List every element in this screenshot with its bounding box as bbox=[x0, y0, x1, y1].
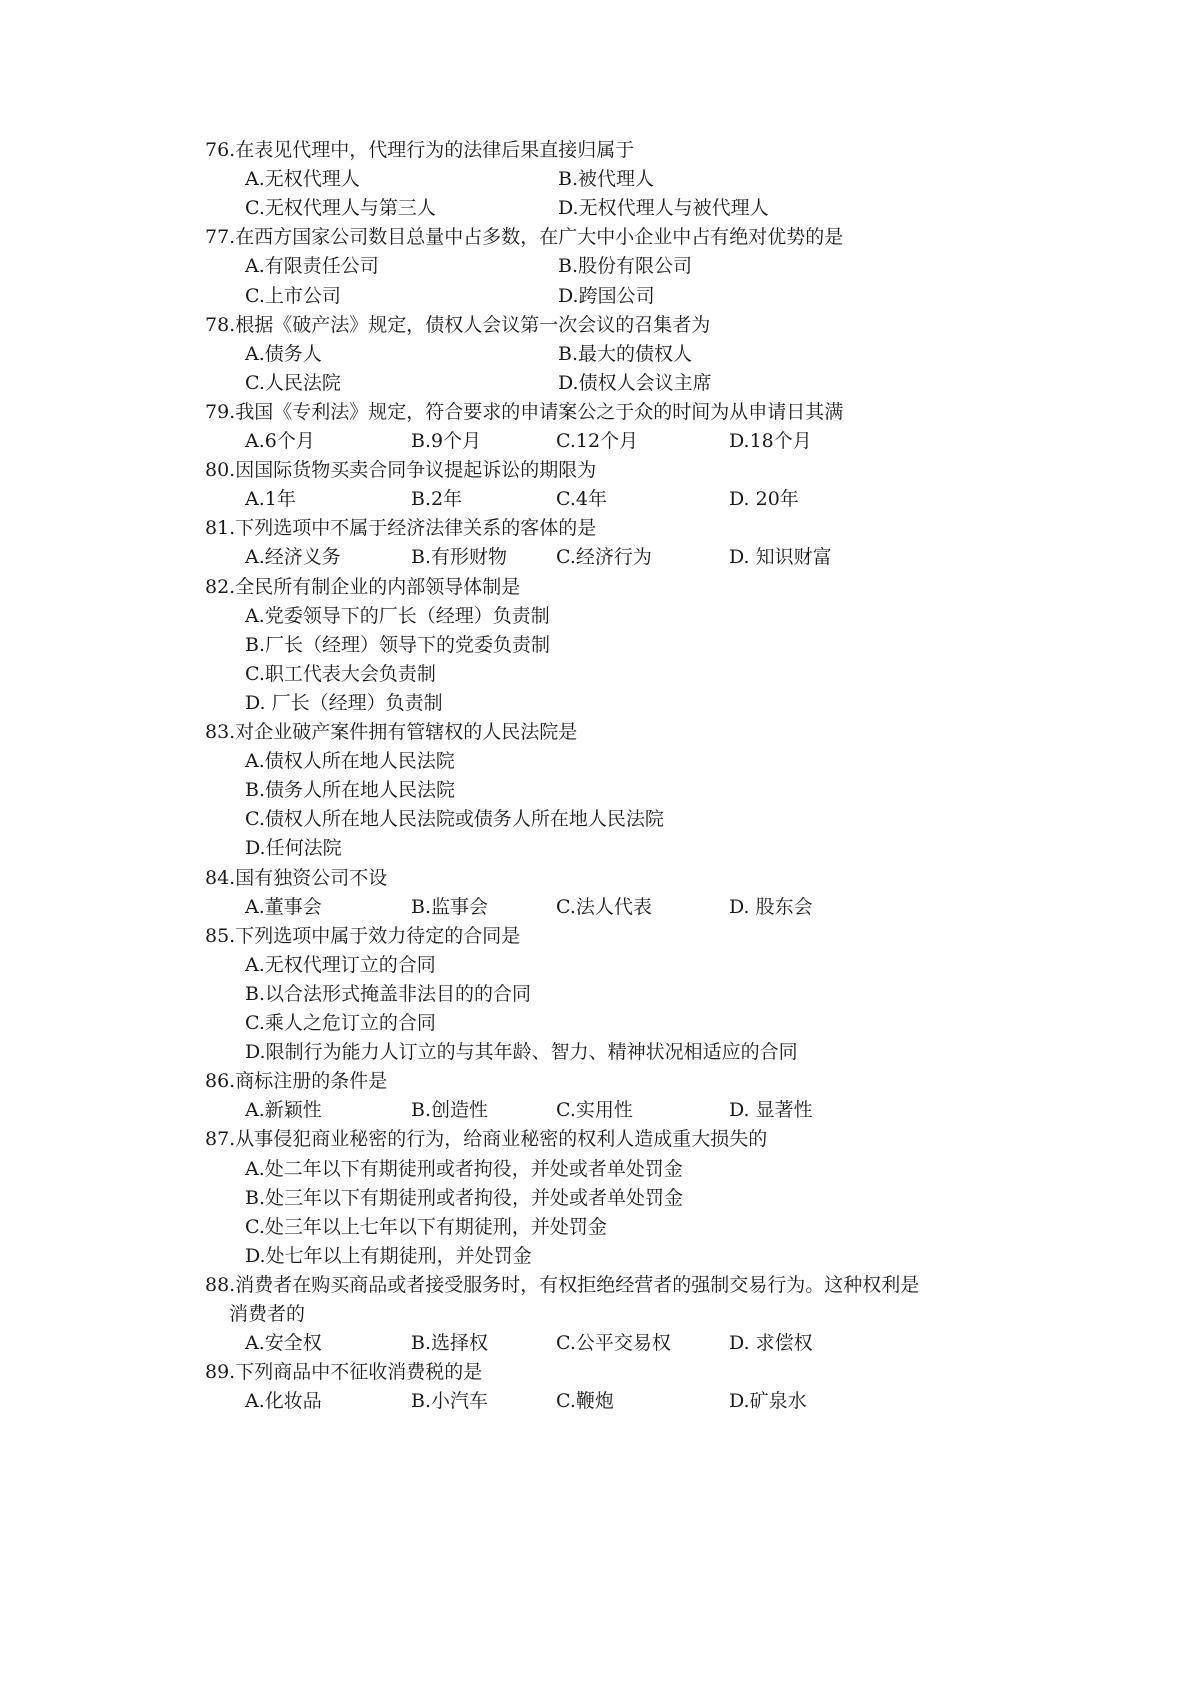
option-row bbox=[245, 428, 1005, 454]
answer-option: C.鞭炮 bbox=[556, 1390, 614, 1413]
answer-option: A.经济义务 bbox=[245, 546, 341, 569]
answer-option: B.股份有限公司 bbox=[558, 255, 693, 278]
option-row bbox=[245, 283, 1005, 309]
question-stem: 83.对企业破产案件拥有管辖权的人民法院是 bbox=[205, 721, 578, 743]
option-row bbox=[245, 166, 1005, 192]
option-row bbox=[245, 370, 1005, 396]
answer-option: D. 厂长（经理）负责制 bbox=[245, 691, 443, 714]
answer-option: D. 知识财富 bbox=[729, 546, 832, 569]
answer-option: B.债务人所在地人民法院 bbox=[245, 779, 456, 802]
answer-option: A.无权代理订立的合同 bbox=[245, 953, 436, 976]
option-row bbox=[245, 748, 1005, 774]
answer-option: B.有形财物 bbox=[411, 546, 508, 569]
option-row bbox=[245, 486, 1005, 512]
question-stem: 87.从事侵犯商业秘密的行为，给商业秘密的权利人造成重大损失的 bbox=[205, 1128, 768, 1151]
answer-option: C.无权代理人与第三人 bbox=[245, 197, 436, 220]
answer-option: B.选择权 bbox=[411, 1332, 489, 1355]
answer-option: C.4年 bbox=[556, 488, 607, 511]
answer-option: D.债权人会议主席 bbox=[558, 371, 712, 394]
answer-option: C.法人代表 bbox=[556, 895, 652, 918]
answer-option: A.债务人 bbox=[245, 342, 322, 365]
option-row bbox=[245, 806, 1005, 832]
answer-option: D. 股东会 bbox=[729, 895, 813, 918]
answer-option: C.债权人所在地人民法院或债务人所在地人民法院 bbox=[245, 808, 664, 831]
answer-option: D.18个月 bbox=[729, 430, 812, 452]
option-row bbox=[245, 690, 1005, 716]
answer-option: A.安全权 bbox=[245, 1332, 322, 1355]
answer-option: C.上市公司 bbox=[245, 284, 341, 307]
answer-option: C.职工代表大会负责制 bbox=[245, 662, 436, 685]
question-stem: 85.下列选项中属于效力待定的合同是 bbox=[205, 924, 521, 947]
option-row bbox=[245, 341, 1005, 367]
answer-option: B.9个月 bbox=[411, 430, 482, 452]
answer-option: A.党委领导下的厂长（经理）负责制 bbox=[245, 604, 550, 627]
answer-option: A.1年 bbox=[245, 488, 296, 511]
option-row bbox=[245, 1243, 1005, 1269]
question-stem: 86.商标注册的条件是 bbox=[205, 1070, 388, 1093]
answer-option: B.厂长（经理）领导下的党委负责制 bbox=[245, 633, 551, 656]
answer-option: B.小汽车 bbox=[411, 1390, 489, 1413]
answer-option: C.12个月 bbox=[556, 430, 639, 452]
option-row bbox=[245, 952, 1005, 978]
answer-option: A.债权人所在地人民法院 bbox=[245, 750, 455, 773]
answer-option: D.跨国公司 bbox=[558, 284, 655, 307]
answer-option: A.董事会 bbox=[245, 895, 322, 918]
answer-option: A.无权代理人 bbox=[245, 168, 360, 191]
answer-option: A.6个月 bbox=[245, 430, 315, 452]
answer-option: A.新颖性 bbox=[245, 1099, 322, 1122]
answer-option: C.实用性 bbox=[556, 1099, 633, 1122]
question-stem: 消费者的 bbox=[229, 1303, 306, 1325]
answer-option: D. 显著性 bbox=[729, 1099, 813, 1122]
answer-option: D. 求偿权 bbox=[729, 1332, 813, 1355]
answer-option: C.乘人之危订立的合同 bbox=[245, 1012, 436, 1034]
option-row bbox=[245, 835, 1005, 861]
option-row bbox=[245, 894, 1005, 920]
answer-option: D.矿泉水 bbox=[729, 1390, 807, 1413]
answer-option: D.无权代理人与被代理人 bbox=[558, 197, 769, 220]
question-stem: 84.国有独资公司不设 bbox=[205, 866, 388, 889]
answer-option: B.被代理人 bbox=[558, 168, 655, 191]
option-row bbox=[245, 1097, 1005, 1123]
answer-option: C.处三年以上七年以下有期徒刑，并处罚金 bbox=[245, 1215, 607, 1238]
answer-option: C.经济行为 bbox=[556, 546, 652, 569]
question-stem: 81.下列选项中不属于经济法律关系的客体的是 bbox=[205, 517, 597, 540]
answer-option: A.有限责任公司 bbox=[245, 255, 379, 278]
option-row bbox=[245, 195, 1005, 221]
option-row bbox=[245, 777, 1005, 803]
option-row bbox=[245, 1330, 1005, 1356]
option-row bbox=[245, 1010, 1005, 1036]
option-row bbox=[245, 1388, 1005, 1414]
option-row bbox=[245, 544, 1005, 570]
answer-option: D.处七年以上有期徒刑，并处罚金 bbox=[245, 1244, 532, 1267]
question-stem: 82.全民所有制企业的内部领导体制是 bbox=[205, 575, 521, 598]
option-row bbox=[245, 603, 1005, 629]
option-row bbox=[245, 1039, 1005, 1065]
question-stem: 79.我国《专利法》规定，符合要求的申请案公之于众的时间为从申请日其满 bbox=[205, 400, 844, 423]
option-row bbox=[245, 632, 1005, 658]
answer-option: C.公平交易权 bbox=[556, 1332, 671, 1355]
question-stem: 89.下列商品中不征收消费税的是 bbox=[205, 1361, 483, 1384]
option-row bbox=[245, 1185, 1005, 1211]
answer-option: D.任何法院 bbox=[245, 837, 342, 860]
answer-option: B.以合法形式掩盖非法目的的合同 bbox=[245, 982, 532, 1005]
question-stem: 78.根据《破产法》规定，债权人会议第一次会议的召集者为 bbox=[205, 313, 711, 336]
answer-option: D. 20年 bbox=[729, 488, 799, 511]
option-row bbox=[245, 1214, 1005, 1240]
answer-option: D.限制行为能力人订立的与其年龄、智力、精神状况相适应的合同 bbox=[245, 1041, 798, 1064]
answer-option: B.最大的债权人 bbox=[558, 342, 693, 365]
answer-option: B.创造性 bbox=[411, 1099, 489, 1122]
question-stem: 88.消费者在购买商品或者接受服务时，有权拒绝经营者的强制交易行为。这种权利是 bbox=[205, 1273, 920, 1296]
question-stem: 76.在表见代理中，代理行为的法律后果直接归属于 bbox=[205, 139, 635, 161]
option-row bbox=[245, 253, 1005, 279]
answer-option: B.监事会 bbox=[411, 895, 489, 918]
answer-option: B.处三年以下有期徒刑或者拘役，并处或者单处罚金 bbox=[245, 1186, 684, 1209]
answer-option: B.2年 bbox=[411, 488, 463, 511]
question-stem: 80.因国际货物买卖合同争议提起诉讼的期限为 bbox=[205, 459, 597, 482]
answer-option: C.人民法院 bbox=[245, 371, 341, 394]
answer-option: A.化妆品 bbox=[245, 1390, 322, 1413]
answer-option: A.处二年以下有期徒刑或者拘役，并处或者单处罚金 bbox=[245, 1157, 683, 1180]
question-stem: 77.在西方国家公司数目总量中占多数，在广大中小企业中占有绝对优势的是 bbox=[205, 226, 844, 249]
option-row bbox=[245, 981, 1005, 1007]
option-row bbox=[245, 1156, 1005, 1182]
option-row bbox=[245, 661, 1005, 687]
